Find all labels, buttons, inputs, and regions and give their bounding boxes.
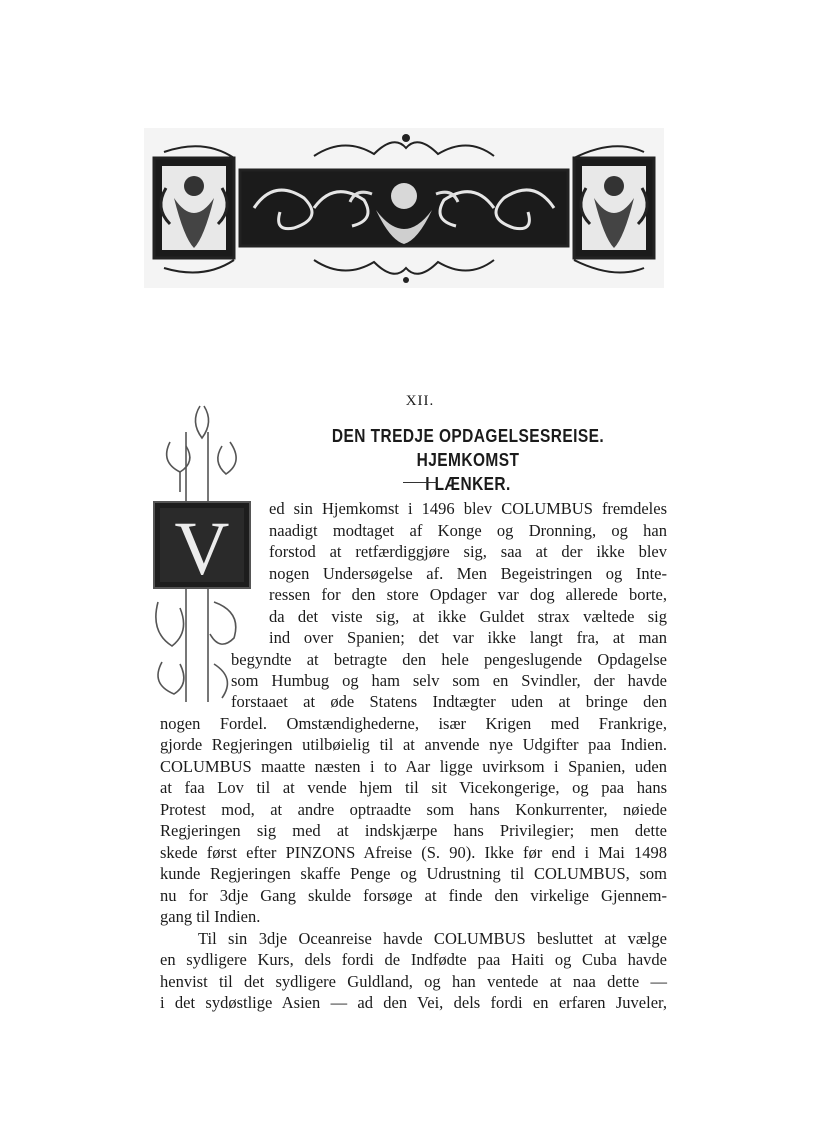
text-line: Regjeringen sig med at indskjærpe hans Privilegier; men dette bbox=[160, 821, 667, 840]
text-line: begyndte at betragte den hele pengeslugende Opdagelse bbox=[231, 650, 667, 669]
chapter-title-line1: DEN TREDJE OPDAGELSESREISE. HJEMKOMST bbox=[331, 426, 605, 470]
text-line: skede først efter PINZONS Afreise (S. 90). Ikke før end i Mai 1498 bbox=[160, 843, 667, 862]
chapter-number: XII. bbox=[405, 393, 435, 409]
text-line: COLUMBUS maatte næsten i to Aar ligge uvirksom i Spanien, uden bbox=[160, 757, 667, 776]
text-line: da det viste sig, at ikke Guldet strax væltede sig bbox=[269, 607, 667, 626]
text-line: forstod at retfærdiggjøre sig, saa at der ikke blev bbox=[269, 542, 667, 561]
text-line: forstaaet at øde Statens Indtægter uden at bringe den bbox=[231, 692, 667, 711]
text-line: gang til Indien. bbox=[160, 907, 261, 926]
text-line: Til sin 3dje Oceanreise havde COLUMBUS besluttet at vælge bbox=[198, 929, 667, 948]
text-line: Protest mod, at andre optraadte som hans Konkurrenter, nøiede bbox=[160, 800, 667, 819]
text-line: henvist til det sydligere Guldland, og han ventede at naa dette — bbox=[160, 972, 667, 991]
text-line: nogen Fordel. Omstændighederne, især Krigen med Frankrige, bbox=[160, 714, 667, 733]
text-line: nu for 3dje Gang skulde forsøge at finde den virkelige Gjennem- bbox=[160, 886, 667, 905]
text-line: at faa Lov til at vende hjem til sit Vicekongerige, og paa hans bbox=[160, 778, 667, 797]
text-line: nogen Undersøgelse af. Men Begeistringen og Inte- bbox=[269, 564, 667, 583]
text-line: ed sin Hjemkomst i 1496 blev COLUMBUS fremdeles bbox=[269, 499, 667, 518]
chapter-title-line2: I LÆNKER. bbox=[425, 474, 511, 494]
text-line: en sydligere Kurs, dels fordi de Indfødte paa Haiti og Cuba havde bbox=[160, 950, 667, 969]
text-line: som Humbug og ham selv som en Svindler, der havde bbox=[231, 671, 667, 690]
text-line: i det sydøstlige Asien — ad den Vei, dels fordi en erfaren Juveler, bbox=[160, 993, 667, 1012]
text-line: naadigt modtaget af Konge og Dronning, og han bbox=[269, 521, 667, 540]
text-line: ressen for den store Opdager var dog allerede borte, bbox=[269, 585, 667, 604]
text-line: gjorde Regjeringen utilbøielig til at anvende nye Udgifter paa Indien. bbox=[160, 735, 667, 754]
initial-letter: V bbox=[174, 507, 230, 591]
text-line: kunde Regjeringen skaffe Penge og Udrustning til COLUMBUS, som bbox=[160, 864, 667, 883]
text-line: ind over Spanien; det var ikke langt fra, at man bbox=[269, 628, 667, 647]
